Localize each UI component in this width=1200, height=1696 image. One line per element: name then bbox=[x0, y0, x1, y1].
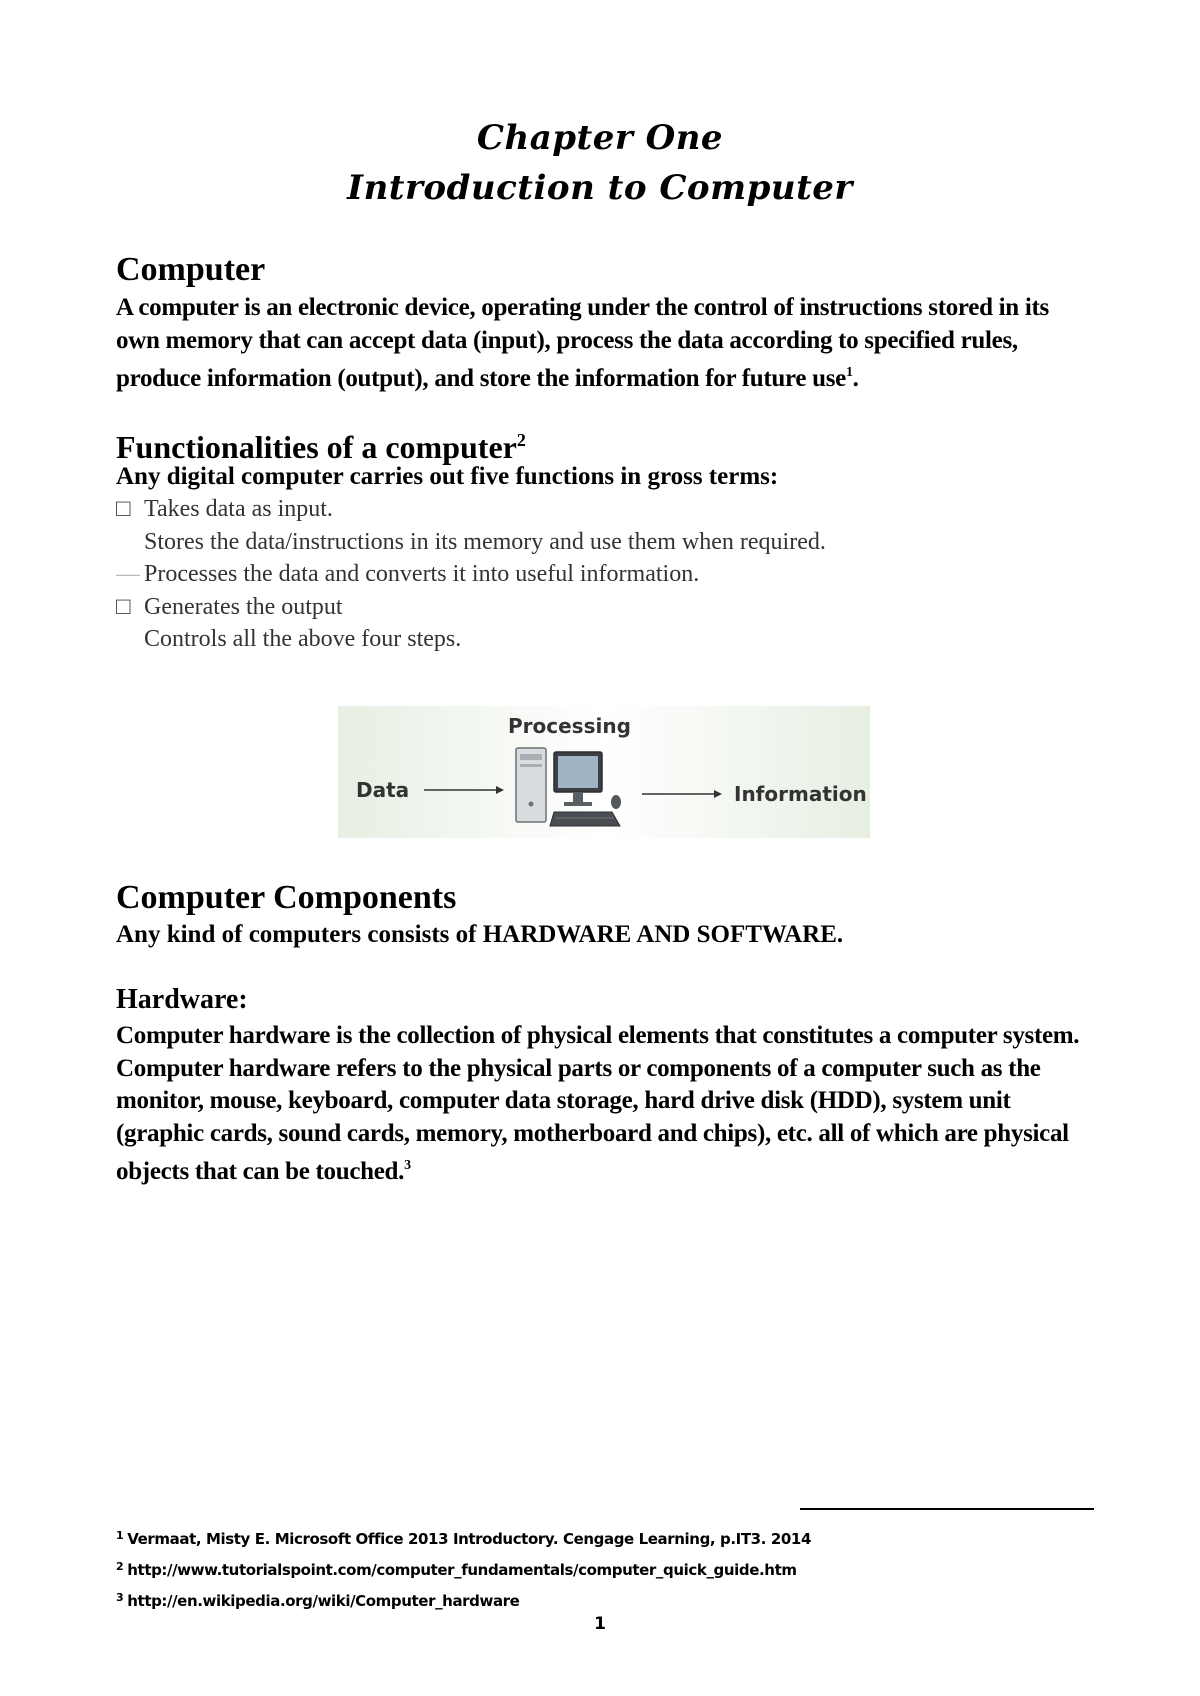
footnote-link[interactable]: http://en.wikipedia.org/wiki/Computer_hardware bbox=[127, 1592, 520, 1610]
data-label: Data bbox=[356, 778, 410, 802]
computer-definition-text: A computer is an electronic device, operating under the control of instructions stored in its own memory that can accept data (input), process the data according to specified rules, produce information (output), and store the information for future use bbox=[116, 294, 1049, 392]
footnote-ref-1: 1 bbox=[845, 365, 853, 380]
footnote-number: 1 bbox=[116, 1529, 124, 1542]
bullet-box-icon: □ bbox=[116, 496, 131, 522]
footnote-ref-3: 3 bbox=[404, 1158, 411, 1173]
processing-label: Processing bbox=[508, 714, 631, 738]
bullet-box-icon: □ bbox=[116, 593, 131, 620]
page-number: 1 bbox=[594, 1614, 606, 1634]
hardware-paragraph bbox=[116, 1020, 1096, 1189]
arrow-right-icon bbox=[640, 786, 724, 802]
list-item-text: Generates the output bbox=[144, 593, 343, 620]
computer-definition bbox=[116, 292, 1096, 396]
footnote-divider bbox=[800, 1508, 1094, 1510]
functions-list bbox=[116, 493, 1016, 656]
components-heading: Computer Components bbox=[116, 879, 457, 916]
list-item bbox=[116, 558, 1016, 591]
bullet-dash-icon: — bbox=[116, 561, 140, 587]
hardware-heading: Hardware: bbox=[116, 984, 248, 1015]
arrow-right-icon bbox=[422, 782, 506, 798]
processing-diagram bbox=[338, 706, 870, 838]
footnote-item bbox=[116, 1584, 1096, 1615]
footnote-text: Vermaat, Misty E. Microsoft Office 2013 Introductory. Cengage Learning, p.IT3. 2014 bbox=[127, 1530, 811, 1548]
functionalities-lead: Any digital computer carries out five functions in gross terms: bbox=[116, 463, 779, 490]
computer-heading: Computer bbox=[116, 251, 266, 288]
list-item bbox=[116, 591, 1016, 624]
footnotes bbox=[116, 1522, 1096, 1615]
components-text: Any kind of computers consists of HARDWARE AND SOFTWARE. bbox=[116, 921, 844, 948]
information-label: Information bbox=[734, 782, 867, 806]
list-item bbox=[116, 623, 1016, 656]
footnote-item bbox=[116, 1522, 1096, 1553]
list-item bbox=[116, 526, 1016, 559]
functionalities-heading-text: Functionalities of a computer bbox=[116, 429, 517, 465]
list-item bbox=[116, 493, 1016, 526]
chapter-title: Chapter One bbox=[476, 118, 724, 158]
computer-icon bbox=[510, 742, 628, 834]
footnote-link[interactable]: http://www.tutorialspoint.com/computer_fundamentals/computer_quick_guide.htm bbox=[127, 1561, 797, 1579]
footnote-item bbox=[116, 1553, 1096, 1584]
footnote-number: 3 bbox=[116, 1591, 124, 1604]
functionalities-heading bbox=[116, 420, 526, 467]
list-item-text: Controls all the above four steps. bbox=[144, 626, 462, 652]
chapter-subtitle: Introduction to Computer bbox=[347, 168, 853, 208]
list-item-text: Takes data as input. bbox=[144, 496, 333, 522]
list-item-text: Stores the data/instructions in its memory and use them when required. bbox=[144, 528, 826, 555]
computer-definition-end: . bbox=[852, 365, 859, 392]
footnote-number: 2 bbox=[116, 1560, 124, 1573]
hardware-paragraph-text: Computer hardware is the collection of physical elements that constitutes a computer system. Computer hardware refers to the physical parts or components of a computer such as the monitor, mouse, keyboard, computer data storage, hard drive disk (HDD), system unit (graphic cards, sound cards, memory, motherboard and chips), etc. all of which are physical objects that can be touched. bbox=[116, 1022, 1080, 1185]
footnote-ref-2: 2 bbox=[516, 430, 526, 450]
list-item-text: Processes the data and converts it into useful information. bbox=[144, 561, 700, 587]
